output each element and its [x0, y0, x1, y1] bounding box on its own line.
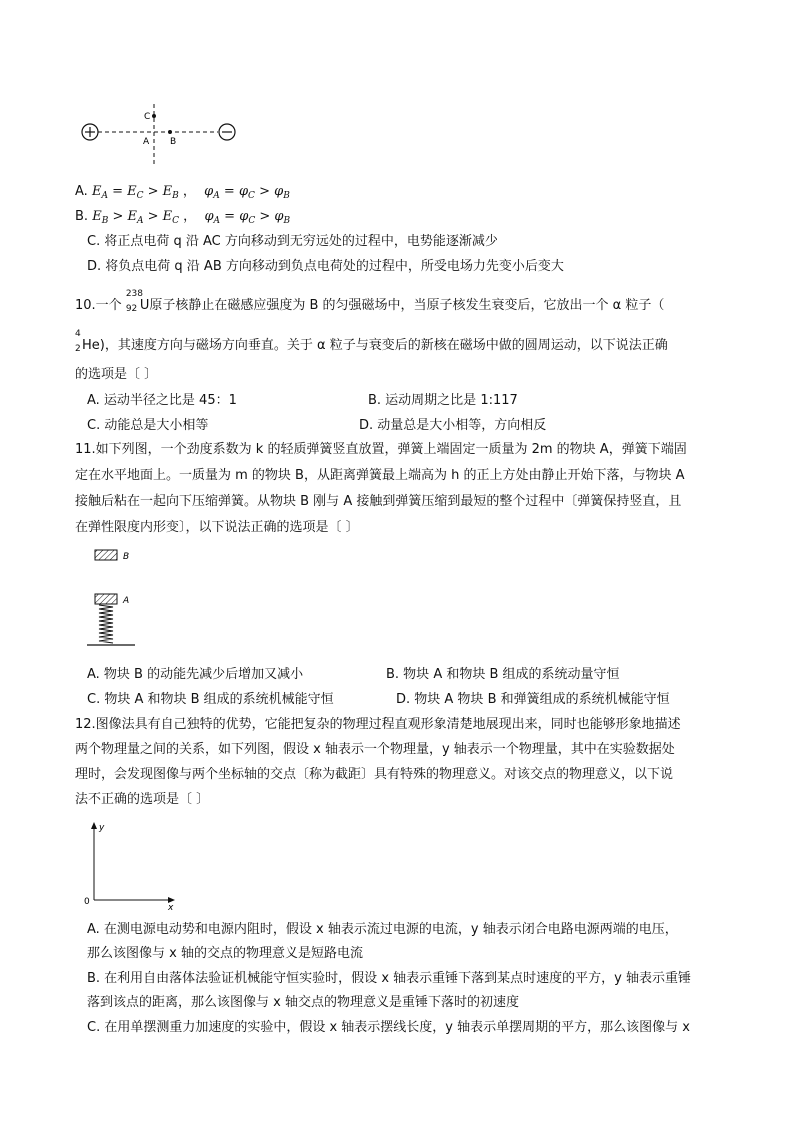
q10-option-b: B. 运动周期之比是 1:117 — [368, 393, 518, 408]
label-block-a: A — [123, 596, 130, 606]
q12-option-c-1: C. 在用单摆测重力加速度的实验中，假设 x 轴表示摆线长度，y 轴表示单摆周期的平方，那么该图像与 x — [87, 1020, 690, 1035]
q11-line1: 11.如下列图，一个劲度系数为 k 的轻质弹簧竖直放置，弹簧上端固定一质量为 2m 的物块 A，弹簧下端固 — [75, 442, 687, 457]
field-diagram — [78, 104, 248, 166]
spring-diagram — [85, 545, 155, 665]
y-axis-arrow-icon — [91, 822, 97, 829]
label-block-b: B — [123, 552, 130, 562]
y-axis-label: y — [99, 823, 105, 833]
q11-option-a: A. 物块 B 的动能先减少后增加又减小 — [87, 667, 304, 682]
q9-option-a: A. $E_A = E_C > E_B$ ， $\varphi_A = \varphi_C > \varphi_B$ — [75, 184, 290, 201]
q12-option-a-2: 那么该图像与 x 轴的交点的物理意义是短路电流 — [87, 946, 363, 961]
q10-line2: 4 2 He)，其速度方向与磁场方向垂直。关于 α 粒子与衰变后的新核在磁场中做的圆周运动，以下说法正确 — [75, 329, 668, 354]
spring — [99, 605, 113, 643]
q12-option-a-1: A. 在测电源电动势和电源内阻时，假设 x 轴表示流过电源的电流，y 轴表示闭合电路电源两端的电压， — [87, 922, 678, 937]
q10-line1: 10.一个 238 92 U原子核静止在磁感应强度为 B 的匀强磁场中，当原子核发生衰变后，它放出一个 α 粒子（ — [75, 289, 665, 314]
label-c: C — [144, 112, 151, 122]
q12-line2: 两个物理量之间的关系，如下列图，假设 x 轴表示一个物理量，y 轴表示一个物理量，其中在实验数据处 — [75, 742, 675, 757]
q12-line1: 12.图像法具有自己独特的优势，它能把复杂的物理过程直观形象清楚地展现出来，同时也能够形象地描述 — [75, 717, 681, 732]
q12-line3: 理时，会发现图像与两个坐标轴的交点〔称为截距〕具有特殊的物理意义。对该交点的物理意义，以下说 — [75, 767, 674, 782]
label-b: B — [170, 137, 177, 147]
point-c — [152, 114, 156, 118]
uranium-nuclide: 238 92 — [125, 289, 144, 314]
helium-nuclide: 4 2 — [75, 329, 81, 354]
q10-option-d: D. 动量总是大小相等，方向相反 — [359, 418, 547, 433]
q11-line3: 接触后粘在一起向下压缩弹簧。从物块 B 刚与 A 接触到弹簧压缩到最短的整个过程中〔弹簧保持竖直，且 — [75, 494, 682, 509]
q10-option-c: C. 动能总是大小相等 — [87, 418, 209, 433]
q9-option-c: C. 将正点电荷 q 沿 AC 方向移动到无穷远处的过程中，电势能逐渐减少 — [87, 234, 498, 249]
block-b — [95, 550, 117, 560]
axes-diagram — [80, 820, 180, 910]
origin-label: 0 — [84, 897, 90, 907]
q11-line2: 定在水平地面上。一质量为 m 的物块 B，从距离弹簧最上端高为 h 的正上方处由静止开始下落，与物块 A — [75, 468, 685, 483]
q12-option-b-2: 落到该点的距离，那么该图像与 x 轴交点的物理意义是重锤下落时的初速度 — [87, 995, 519, 1010]
q9-option-d: D. 将负点电荷 q 沿 AB 方向移动到负点电荷处的过程中，所受电场力先变小后变大 — [87, 259, 564, 274]
x-axis-label: x — [168, 903, 174, 910]
label-a: A — [143, 137, 150, 147]
q10-line3: 的选项是〔 〕 — [75, 367, 158, 382]
q10-option-a: A. 运动半径之比是 45：1 — [87, 393, 237, 408]
block-a — [95, 594, 117, 604]
q11-line4: 在弹性限度内形变〕，以下说法正确的选项是〔 〕 — [75, 520, 359, 535]
q11-option-d: D. 物块 A 物块 B 和弹簧组成的系统机械能守恒 — [396, 692, 670, 707]
q12-option-b-1: B. 在利用自由落体法验证机械能守恒实验时，假设 x 轴表示重锤下落到某点时速度的平方，y 轴表示重锤 — [87, 971, 691, 986]
point-b — [168, 130, 172, 134]
q9-option-b: B. $E_B > E_A > E_C$ ， $\varphi_A = \varphi_C > \varphi_B$ — [75, 209, 291, 226]
q11-option-b: B. 物块 A 和物块 B 组成的系统动量守恒 — [386, 667, 620, 682]
q11-option-c: C. 物块 A 和物块 B 组成的系统机械能守恒 — [87, 692, 334, 707]
q12-line4: 法不正确的选项是〔 〕 — [75, 792, 210, 807]
